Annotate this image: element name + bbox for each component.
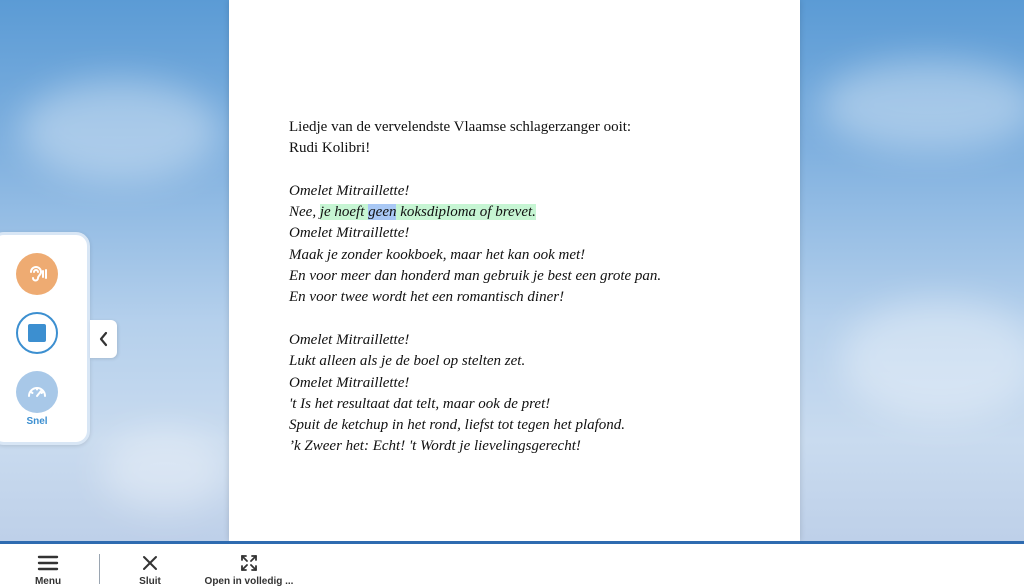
document-line: En voor twee wordt het een romantisch diner! (289, 289, 565, 306)
speedometer-icon (26, 381, 48, 403)
document-line: ’k Zweer het: Echt! 't Wordt je lievelingsgerecht! (289, 438, 581, 455)
bottom-toolbar (0, 541, 1024, 587)
document-line: 't Is het resultaat dat telt, maar ook de pret! (289, 395, 551, 412)
toolbar-divider (99, 554, 100, 584)
stanza-gap (289, 309, 769, 330)
ear-icon (26, 263, 48, 285)
close-button[interactable] (130, 544, 170, 587)
speed-button[interactable] (16, 371, 58, 413)
menu-button[interactable] (28, 544, 68, 587)
background-cloud (820, 60, 1024, 150)
document-line (289, 202, 769, 223)
document-line: Omelet Mitraillette! (289, 182, 410, 199)
stop-button[interactable] (16, 312, 58, 354)
stop-icon (28, 324, 46, 342)
speed-label: Snel (26, 416, 48, 427)
document-line: Omelet Mitraillette! (289, 225, 410, 242)
hamburger-menu-icon (37, 554, 59, 572)
background-cloud (100, 430, 230, 510)
sentence-highlight: koksdiploma of brevet. (396, 204, 536, 221)
stanza-gap (289, 160, 769, 181)
menu-label: Menu (34, 576, 62, 587)
fullscreen-label: Open in volledig ... (204, 576, 294, 587)
document-line: En voor meer dan honderd man gebruik je best een grote pan. (289, 268, 662, 285)
current-word-highlight: geen (368, 204, 397, 221)
document-line: Spuit de ketchup in het rond, liefst tot tegen het plafond. (289, 417, 626, 434)
background-cloud (840, 300, 1024, 420)
document-page (229, 0, 800, 541)
read-aloud-panel (0, 232, 90, 445)
expand-icon (240, 554, 258, 572)
document-text (289, 117, 769, 458)
background-cloud (20, 80, 220, 180)
sentence-highlight: je hoeft (319, 204, 369, 221)
document-line: Omelet Mitraillette! (289, 331, 410, 348)
fullscreen-button[interactable] (199, 544, 299, 587)
collapse-panel-button[interactable] (90, 320, 117, 358)
close-icon (142, 555, 158, 571)
chevron-left-icon (98, 331, 110, 347)
listen-button[interactable] (16, 253, 58, 295)
close-label: Sluit (139, 576, 161, 587)
document-line: Liedje van de vervelendste Vlaamse schlagerzanger ooit: (289, 119, 632, 135)
document-line: Rudi Kolibri! (289, 140, 371, 157)
document-line: Maak je zonder kookboek, maar het kan ook met! (289, 246, 586, 263)
document-line: Omelet Mitraillette! (289, 374, 410, 391)
line-text: Nee, (289, 204, 320, 221)
document-line: Lukt alleen als je de boel op stelten zet. (289, 353, 526, 370)
